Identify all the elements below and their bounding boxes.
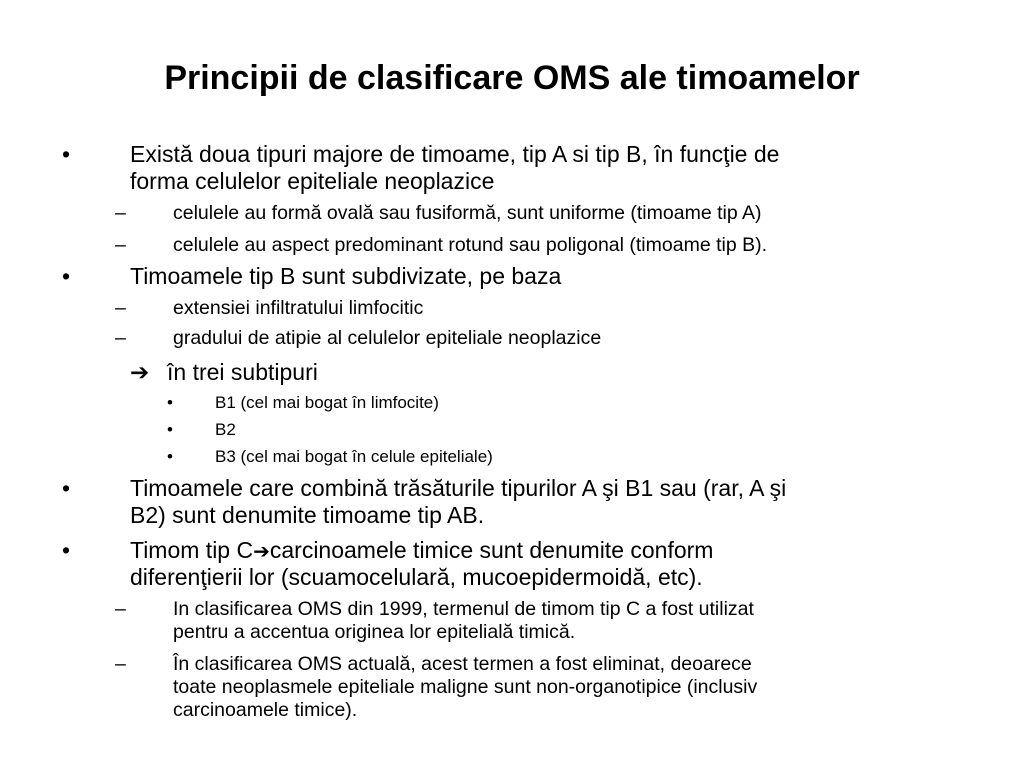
dash-marker: –: [115, 653, 126, 675]
sub-sub-bullet-text: B2: [215, 420, 236, 439]
sub-bullet-text: carcinoamele timice).: [173, 699, 358, 721]
sub-bullet-text: In clasificarea OMS din 1999, termenul de timom tip C a fost utilizat: [173, 598, 754, 620]
sub-bullet-text: pentru a accentua originea lor epitelială timică.: [173, 621, 576, 643]
bullet-text-line-with-arrow: [130, 537, 713, 566]
sub-bullet-text: celulele au aspect predominant rotund sau poligonal (timoame tip B).: [173, 234, 768, 256]
dash-marker: –: [115, 598, 126, 620]
bullet-marker: •: [62, 475, 71, 501]
bullet-marker: •: [167, 447, 173, 466]
arrow-text: în trei subtipuri: [167, 359, 318, 385]
dash-marker: –: [115, 234, 126, 256]
bullet-marker: •: [167, 393, 173, 412]
bullet-text-line: forma celulelor epiteliale neoplazice: [130, 168, 495, 194]
bullet-text-line: Timoamele care combină trăsăturile tipurilor A şi B1 sau (rar, A şi: [130, 475, 787, 501]
bullet-marker: •: [62, 141, 71, 167]
bullet-marker: •: [62, 263, 71, 289]
dash-marker: –: [115, 297, 126, 319]
bullet-text-part: Timom tip C: [130, 537, 254, 563]
bullet-marker: •: [167, 420, 173, 439]
sub-bullet-text: toate neoplasmele epiteliale maligne sunt non-organotipice (inclusiv: [173, 676, 758, 698]
dash-marker: –: [115, 327, 126, 349]
sub-bullet-text: celulele au formă ovală sau fusiformă, sunt uniforme (timoame tip A): [173, 202, 762, 224]
sub-sub-bullet-text: B1 (cel mai bogat în limfocite): [215, 393, 439, 412]
bullet-text-line: diferenţierii lor (scuamocelulară, mucoepidermoidă, etc).: [130, 564, 703, 590]
arrow-icon: ➔: [253, 541, 270, 563]
slide-title: Principii de clasificare OMS ale timoamelor: [164, 59, 860, 97]
bullet-marker: •: [62, 537, 71, 563]
sub-bullet-text: extensiei infiltratului limfocitic: [173, 297, 424, 319]
bullet-text-line: Există doua tipuri majore de timoame, tip A si tip B, în funcţie de: [130, 141, 780, 167]
arrow-icon: ➔: [130, 359, 150, 385]
sub-sub-bullet-text: B3 (cel mai bogat în celule epiteliale): [215, 447, 493, 466]
sub-bullet-text: În clasificarea OMS actuală, acest termen a fost eliminat, deoarece: [173, 653, 752, 675]
bullet-text-line: Timoamele tip B sunt subdivizate, pe baza: [130, 263, 562, 289]
sub-bullet-text: gradului de atipie al celulelor epiteliale neoplazice: [173, 327, 602, 349]
bullet-text-line: B2) sunt denumite timoame tip AB.: [130, 502, 485, 528]
bullet-text-part: carcinoamele timice sunt denumite conform: [269, 537, 714, 563]
dash-marker: –: [115, 202, 126, 224]
